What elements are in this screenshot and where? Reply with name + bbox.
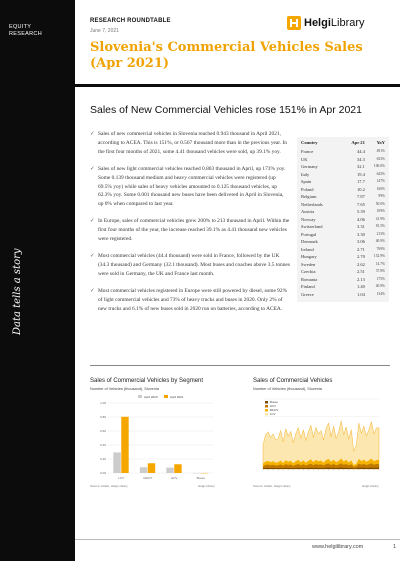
yoy-change-cell: 40.9% (375, 284, 385, 288)
chart-left-title: Sales of Commercial Vehicles by Segment (90, 378, 204, 384)
page-number: 1 (393, 544, 397, 550)
bullet-item: ✓ Most commercial vehicles (44.4 thousand) were sold in France, followed by the UK (34.3 thousand) and Germany (32.1 thousand). Most buses and coaches above 3.5 tonnes were sold in Germany, the UK and France last month. (90, 252, 290, 279)
yoy-change-cell: 152.9% (373, 254, 385, 258)
helgi-logo-icon (287, 16, 301, 30)
chart-right-title: Sales of Commercial Vehicles (253, 378, 333, 384)
sales-value-cell: 7.65 (357, 201, 365, 207)
legend-label: April 2020 (144, 394, 158, 399)
country-name-cell: Hungary (301, 254, 317, 259)
sidebar-label-research: RESEARCH (9, 31, 42, 37)
sales-value-cell: 10.2 (357, 186, 365, 192)
yoy-change-cell: 100.0% (373, 164, 385, 168)
bullet-item: ✓ In Europe, sales of commercial vehicles grew 200% to 213 thousand in April. Within the first four months of the year, the increase reached 39.1% as 4.41 thousand new vehicles were registered. (90, 217, 290, 244)
yoy-change-cell: 175% (376, 276, 385, 281)
table-row (301, 156, 385, 164)
header-country: Country (301, 140, 318, 145)
country-table (297, 137, 389, 302)
bullet-item: ✓ Sales of new commercial vehicles in Slovenia reached 0.943 thousand in April 2021, according to ACEA. This is 151%, or 0.567 thousand more than in the previous year. In the first four months of 2021, some 4.41 thousand vehicles were sold, up 39.1% yoy. (90, 130, 290, 157)
sales-value-cell: 2.71 (357, 246, 365, 252)
section-label: RESEARCH ROUNDTABLE (90, 18, 171, 24)
yoy-change-cell: 134% (376, 291, 385, 296)
table-row (301, 171, 385, 179)
bar (148, 463, 155, 473)
sidebar (0, 0, 75, 561)
legend-swatch (265, 409, 268, 412)
table-row (301, 253, 385, 261)
brand-name-part1: Helgi (304, 17, 331, 29)
segment-bar-chart (90, 393, 218, 483)
report-date: June 7, 2021 (90, 28, 119, 34)
country-name-cell: Italy (301, 171, 310, 177)
country-name-cell: Switzerland (301, 224, 323, 229)
page-subtitle: Sales of New Commercial Vehicles rose 151% in Apr 2021 (90, 104, 362, 116)
country-name-cell: Spain (301, 179, 312, 184)
country-name-cell: Czechia (301, 269, 316, 274)
table-row (301, 268, 385, 276)
country-name-cell: Poland (301, 186, 314, 192)
country-name-cell: Denmark (301, 239, 318, 244)
country-name-cell: Finland (301, 284, 315, 289)
x-tick-label: Buses (196, 476, 205, 480)
chart-left-source: Source: ACEA, Helgi Library (90, 484, 128, 488)
sales-value-cell: 19.4 (357, 171, 365, 177)
yoy-change-cell: 40.9% (375, 239, 385, 243)
country-name-cell: Austria (301, 209, 315, 214)
legend-label: Buses (270, 400, 278, 405)
footer-link[interactable]: www.helgilibrary.com (312, 544, 364, 550)
yoy-change-cell: 147% (376, 179, 385, 183)
bullet-item: ✓ Sales of new light commercial vehicles reached 0.803 thousand in April, up 173% yoy. Some 0.139 thousand medium and heavy commercial vehicles were registered (up 69.5% yoy) while sales of heavy vehicles amounted to 0.125 thousand vehicles, up 62.3% yoy. Some 0.001 thousand new buses have been delivered in April in Slovenia, up 0% when compared to last year. (90, 165, 290, 210)
table-row (301, 186, 385, 194)
table-row (301, 291, 385, 299)
sales-value-cell: 44.4 (357, 149, 365, 154)
sales-value-cell: 5.39 (357, 209, 365, 214)
country-name-cell: Sweden (301, 261, 316, 267)
table-row (301, 216, 385, 224)
yoy-change-cell: 491% (376, 149, 385, 153)
table-row (301, 231, 385, 239)
legend-label: HCV (270, 404, 276, 409)
bullet-item: ✓ Most commercial vehicles registered in Europe were still powered by diesel, some 92% of light commercial vehicles and 73% of heavy trucks and buses in 2020. Only 2% of new trucks and 6.1% of new buses sold in 2020 run on batteries, according to ACEA. (90, 287, 290, 314)
sidebar-tagline: Data tells a story (12, 248, 23, 335)
country-name-cell: Germany (301, 164, 318, 169)
x-tick-label: HCV (171, 476, 178, 480)
legend-label: LCV (270, 412, 276, 417)
yoy-change-cell: 99% (378, 194, 385, 198)
brand-name (304, 17, 365, 29)
sales-value-cell: 3.06 (357, 239, 365, 244)
bar (140, 467, 147, 473)
legend-swatch (265, 405, 268, 408)
y-tick-label: 0.80 (100, 415, 106, 419)
legend-label: MHCV (270, 408, 279, 413)
sales-value-cell: 32.1 (357, 164, 365, 169)
x-tick-label: LCV (118, 476, 125, 480)
yoy-change-cell: 633% (376, 156, 385, 161)
sales-value-cell: 2.51 (357, 269, 365, 274)
header-divider (75, 84, 400, 87)
country-name-cell: Ireland (301, 246, 314, 252)
y-tick-label: 0.60 (100, 429, 106, 433)
chart-right-source: Source: ACEA, Helgi Library (253, 484, 291, 488)
chart-left-subtitle: Number of Vehicles (thousand), Slovenia (90, 387, 159, 391)
bar (174, 464, 181, 473)
vehicle-sales-area-chart (253, 393, 383, 483)
table-row (301, 223, 385, 231)
table-row (301, 163, 385, 171)
chart-right-subtitle: Number of Vehicles (thousand), Slovenia (253, 387, 322, 391)
country-name-cell: Portugal (301, 231, 317, 237)
table-row (301, 201, 385, 209)
chart-right-logo: Helgi Library (362, 484, 379, 488)
header-apr21: Apr 21 (351, 140, 365, 145)
table-row (301, 261, 385, 269)
y-tick-label: 1.00 (100, 401, 106, 405)
legend-label: April 2021 (170, 394, 184, 399)
brand-logo[interactable] (287, 16, 365, 30)
yoy-change-cell: 41.9% (375, 216, 385, 221)
country-table-grid (301, 140, 385, 298)
legend-swatch (138, 395, 142, 398)
brand-name-part2: Library (330, 17, 365, 29)
page-title: Slovenia's Commercial Vehicles Sales (Apr 2021) (90, 40, 363, 71)
table-row (301, 238, 385, 246)
table-row (301, 246, 385, 254)
sales-value-cell: 3.30 (357, 231, 365, 237)
sales-value-cell: 2.70 (357, 254, 365, 259)
country-name-cell: Norway (301, 216, 316, 222)
yoy-change-cell: 37.8% (375, 269, 385, 273)
sales-value-cell: 1.04 (357, 291, 365, 297)
header-yoy: YoY (376, 140, 385, 145)
country-name-cell: France (301, 149, 314, 154)
country-name-cell: UK (301, 156, 308, 162)
section-divider (90, 365, 390, 366)
sales-value-cell: 2.62 (357, 261, 365, 267)
sales-value-cell: 1.40 (357, 284, 365, 289)
yoy-change-cell: 14.7% (375, 261, 385, 266)
legend-swatch (265, 413, 268, 416)
table-row (301, 148, 385, 156)
yoy-change-cell: 769% (376, 246, 385, 251)
summary-bullets (90, 130, 290, 321)
country-name-cell: Belgium (301, 194, 317, 199)
table-row (301, 208, 385, 216)
country-name-cell: Greece (301, 291, 314, 297)
yoy-change-cell: 109% (376, 209, 385, 213)
table-row (301, 193, 385, 201)
yoy-change-cell: 643% (376, 171, 385, 176)
table-row (301, 276, 385, 284)
yoy-change-cell: 213% (376, 231, 385, 236)
country-table-body (301, 148, 385, 298)
table-header-row (301, 140, 385, 148)
yoy-change-cell: 81.5% (375, 224, 385, 228)
bar (121, 417, 128, 473)
footer-divider (75, 539, 400, 540)
sales-value-cell: 2.13 (357, 276, 365, 282)
table-row (301, 283, 385, 291)
sales-value-cell: 7.87 (357, 194, 365, 199)
sales-value-cell: 4.06 (357, 216, 365, 222)
bar (113, 452, 120, 473)
sales-value-cell: 34.3 (357, 156, 365, 162)
legend-swatch (265, 401, 268, 404)
y-tick-label: 0.20 (100, 457, 106, 461)
x-tick-label: MHCV (143, 476, 153, 480)
country-name-cell: Romania (301, 276, 318, 282)
country-name-cell: Netherlands (301, 201, 323, 207)
sales-value-cell: 3.31 (357, 224, 365, 229)
bar (166, 468, 173, 473)
yoy-change-cell: 160% (376, 186, 385, 191)
sales-value-cell: 17.7 (357, 179, 365, 184)
y-tick-label: 0.40 (100, 443, 106, 447)
sidebar-label-equity: EQUITY (9, 24, 32, 30)
chart-left-logo: Helgi Library (198, 484, 215, 488)
table-row (301, 178, 385, 186)
legend-swatch (164, 395, 168, 398)
y-tick-label: 0.00 (100, 471, 106, 475)
yoy-change-cell: 50.0% (375, 201, 385, 206)
